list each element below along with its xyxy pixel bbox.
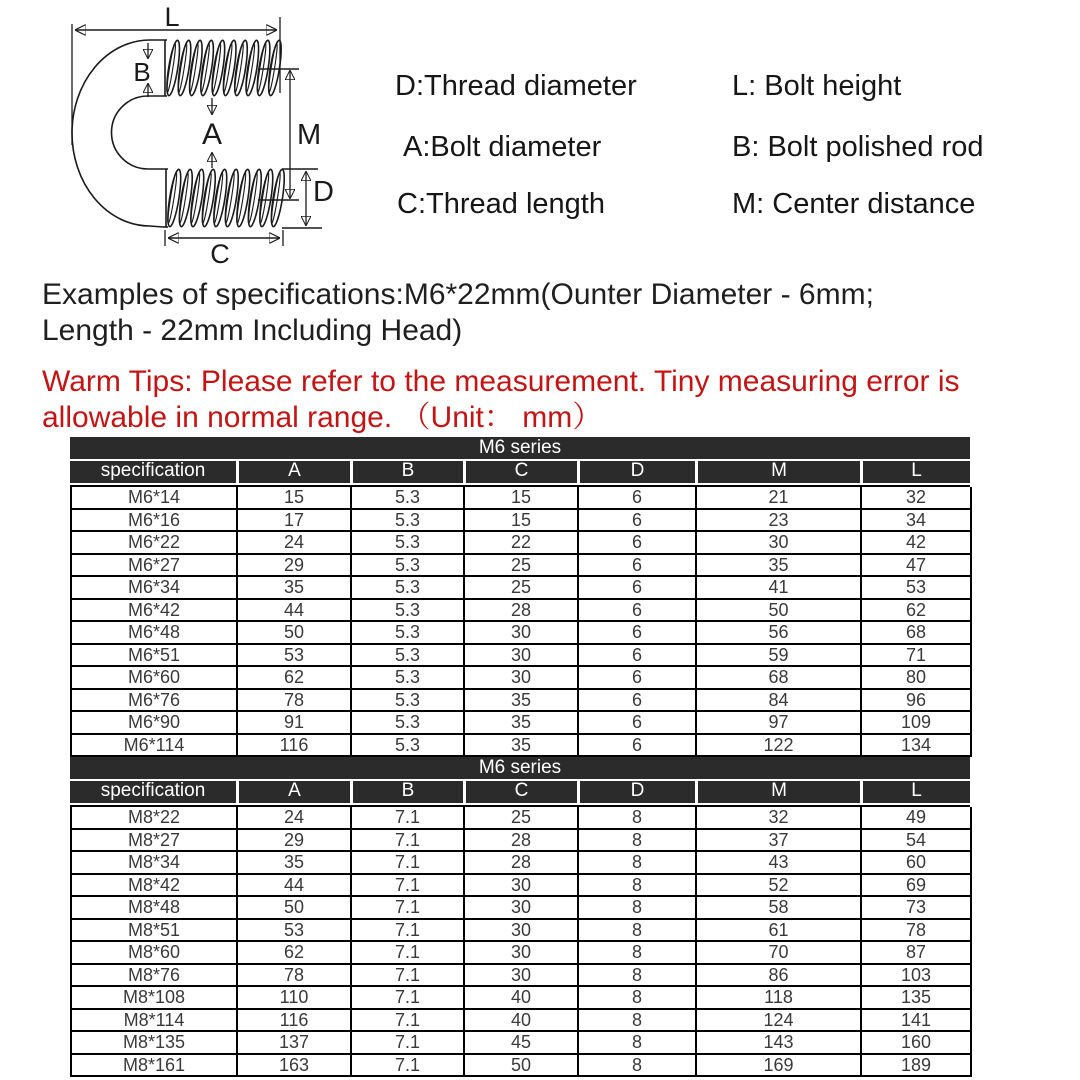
spec-cell: M6*27 <box>72 555 238 578</box>
value-cell: 7.1 <box>352 920 465 943</box>
value-cell: 8 <box>579 807 697 830</box>
value-cell: 7.1 <box>352 830 465 853</box>
spec-cell: M8*27 <box>72 830 238 853</box>
spec-cell: M8*108 <box>72 987 238 1010</box>
value-cell: 43 <box>697 852 862 875</box>
value-cell: 169 <box>697 1055 862 1078</box>
column-header: C <box>463 781 577 805</box>
u-bend-inner-arc <box>111 96 148 169</box>
value-cell: 6 <box>579 712 697 735</box>
value-cell: 5.3 <box>352 667 465 690</box>
spec-cell: M6*16 <box>72 510 238 533</box>
value-cell: 97 <box>697 712 862 735</box>
value-cell: 28 <box>465 830 579 853</box>
table-body <box>70 485 970 757</box>
warm-tips-text <box>42 364 960 436</box>
value-cell: 8 <box>579 1010 697 1033</box>
value-cell: 8 <box>579 965 697 988</box>
value-cell: 7.1 <box>352 875 465 898</box>
value-cell: 50 <box>697 600 862 623</box>
value-cell: 25 <box>465 577 579 600</box>
value-cell: 78 <box>238 690 352 713</box>
legend-thread-diameter: D:Thread diameter <box>395 70 637 102</box>
value-cell: 84 <box>697 690 862 713</box>
value-cell: 124 <box>697 1010 862 1033</box>
column-header: B <box>350 461 463 485</box>
value-cell: 61 <box>697 920 862 943</box>
value-cell: 32 <box>862 487 972 510</box>
value-cell: 49 <box>862 807 972 830</box>
value-cell: 103 <box>862 965 972 988</box>
legend-center-distance: M: Center distance <box>732 188 976 220</box>
value-cell: 7.1 <box>352 965 465 988</box>
dim-label-m: M <box>297 119 322 151</box>
value-cell: 6 <box>579 487 697 510</box>
value-cell: 59 <box>697 645 862 668</box>
table-header-row <box>70 461 970 485</box>
value-cell: 87 <box>862 942 972 965</box>
value-cell: 109 <box>862 712 972 735</box>
value-cell: 7.1 <box>352 1032 465 1055</box>
value-cell: 25 <box>465 807 579 830</box>
column-header: L <box>860 461 970 485</box>
value-cell: 21 <box>697 487 862 510</box>
spec-cell: M8*42 <box>72 875 238 898</box>
value-cell: 28 <box>465 852 579 875</box>
value-cell: 24 <box>238 532 352 555</box>
value-cell: 78 <box>238 965 352 988</box>
value-cell: 6 <box>579 690 697 713</box>
value-cell: 5.3 <box>352 532 465 555</box>
spec-cell: M6*51 <box>72 645 238 668</box>
spec-cell: M6*90 <box>72 712 238 735</box>
value-cell: 7.1 <box>352 942 465 965</box>
column-header: B <box>350 781 463 805</box>
value-cell: 30 <box>465 897 579 920</box>
value-cell: 86 <box>697 965 862 988</box>
spec-cell: M8*34 <box>72 852 238 875</box>
value-cell: 50 <box>238 622 352 645</box>
value-cell: 60 <box>862 852 972 875</box>
value-cell: 8 <box>579 875 697 898</box>
spec-cell: M6*76 <box>72 690 238 713</box>
value-cell: 5.3 <box>352 555 465 578</box>
value-cell: 5.3 <box>352 577 465 600</box>
bottom-thread-section <box>165 169 287 228</box>
value-cell: 30 <box>465 645 579 668</box>
value-cell: 8 <box>579 897 697 920</box>
spec-cell: M6*114 <box>72 735 238 758</box>
value-cell: 6 <box>579 510 697 533</box>
table-title: M6 series <box>70 757 970 779</box>
value-cell: 73 <box>862 897 972 920</box>
value-cell: 7.1 <box>352 987 465 1010</box>
value-cell: 8 <box>579 920 697 943</box>
column-header: D <box>577 781 695 805</box>
value-cell: 35 <box>697 555 862 578</box>
value-cell: 69 <box>862 875 972 898</box>
value-cell: 5.3 <box>352 645 465 668</box>
value-cell: 50 <box>465 1055 579 1078</box>
value-cell: 15 <box>465 510 579 533</box>
value-cell: 6 <box>579 600 697 623</box>
value-cell: 58 <box>697 897 862 920</box>
spec-table-m6 <box>70 437 970 757</box>
value-cell: 35 <box>465 690 579 713</box>
value-cell: 50 <box>238 897 352 920</box>
value-cell: 160 <box>862 1032 972 1055</box>
value-cell: 35 <box>465 735 579 758</box>
dim-label-b: B <box>133 57 151 87</box>
value-cell: 62 <box>862 600 972 623</box>
value-cell: 35 <box>465 712 579 735</box>
value-cell: 137 <box>238 1032 352 1055</box>
value-cell: 28 <box>465 600 579 623</box>
value-cell: 5.3 <box>352 600 465 623</box>
value-cell: 25 <box>465 555 579 578</box>
value-cell: 53 <box>862 577 972 600</box>
value-cell: 6 <box>579 555 697 578</box>
spec-example-line2: Length - 22mm Including Head) <box>42 314 463 347</box>
value-cell: 8 <box>579 852 697 875</box>
spec-cell: M8*114 <box>72 1010 238 1033</box>
warm-tips-line2: allowable in normal range. （Unit： mm） <box>42 401 603 434</box>
legend-bolt-diameter: A:Bolt diameter <box>403 131 602 163</box>
value-cell: 30 <box>465 667 579 690</box>
value-cell: 47 <box>862 555 972 578</box>
value-cell: 7.1 <box>352 897 465 920</box>
value-cell: 30 <box>465 920 579 943</box>
legend-thread-length: C:Thread length <box>397 188 605 220</box>
value-cell: 53 <box>238 920 352 943</box>
spec-cell: M6*48 <box>72 622 238 645</box>
value-cell: 30 <box>465 965 579 988</box>
spec-cell: M8*48 <box>72 897 238 920</box>
column-header: D <box>577 461 695 485</box>
top-thread-section <box>164 40 283 97</box>
value-cell: 24 <box>238 807 352 830</box>
value-cell: 5.3 <box>352 487 465 510</box>
column-header: specification <box>70 461 236 485</box>
dim-label-l: L <box>164 5 180 32</box>
value-cell: 91 <box>238 712 352 735</box>
value-cell: 17 <box>238 510 352 533</box>
spec-tables <box>70 437 970 1077</box>
value-cell: 122 <box>697 735 862 758</box>
value-cell: 30 <box>697 532 862 555</box>
value-cell: 189 <box>862 1055 972 1078</box>
value-cell: 62 <box>238 942 352 965</box>
value-cell: 40 <box>465 1010 579 1033</box>
value-cell: 68 <box>862 622 972 645</box>
dim-label-a: A <box>201 118 223 151</box>
column-header: A <box>236 461 350 485</box>
value-cell: 37 <box>697 830 862 853</box>
value-cell: 23 <box>697 510 862 533</box>
value-cell: 7.1 <box>352 1055 465 1078</box>
value-cell: 116 <box>238 735 352 758</box>
value-cell: 7.1 <box>352 1010 465 1033</box>
value-cell: 34 <box>862 510 972 533</box>
spec-cell: M8*60 <box>72 942 238 965</box>
value-cell: 141 <box>862 1010 972 1033</box>
value-cell: 35 <box>238 577 352 600</box>
value-cell: 30 <box>465 942 579 965</box>
value-cell: 80 <box>862 667 972 690</box>
value-cell: 29 <box>238 830 352 853</box>
value-cell: 8 <box>579 987 697 1010</box>
spec-table-m8 <box>70 757 970 1077</box>
value-cell: 143 <box>697 1032 862 1055</box>
column-header: A <box>236 781 350 805</box>
value-cell: 8 <box>579 1032 697 1055</box>
value-cell: 44 <box>238 600 352 623</box>
value-cell: 6 <box>579 622 697 645</box>
column-header: C <box>463 461 577 485</box>
spec-cell: M8*135 <box>72 1032 238 1055</box>
column-header: M <box>695 781 860 805</box>
value-cell: 35 <box>238 852 352 875</box>
value-cell: 30 <box>465 622 579 645</box>
legend-polished-rod: B: Bolt polished rod <box>732 131 984 163</box>
value-cell: 118 <box>697 987 862 1010</box>
value-cell: 7.1 <box>352 852 465 875</box>
warm-tips-line1: Warm Tips: Please refer to the measurement. Tiny measuring error is <box>42 365 960 398</box>
value-cell: 96 <box>862 690 972 713</box>
value-cell: 42 <box>862 532 972 555</box>
value-cell: 62 <box>238 667 352 690</box>
value-cell: 135 <box>862 987 972 1010</box>
value-cell: 30 <box>465 875 579 898</box>
value-cell: 53 <box>238 645 352 668</box>
value-cell: 7.1 <box>352 807 465 830</box>
value-cell: 5.3 <box>352 712 465 735</box>
value-cell: 70 <box>697 942 862 965</box>
value-cell: 15 <box>238 487 352 510</box>
value-cell: 32 <box>697 807 862 830</box>
value-cell: 8 <box>579 942 697 965</box>
spec-cell: M8*22 <box>72 807 238 830</box>
value-cell: 56 <box>697 622 862 645</box>
value-cell: 6 <box>579 532 697 555</box>
value-cell: 40 <box>465 987 579 1010</box>
value-cell: 5.3 <box>352 622 465 645</box>
spec-cell: M6*22 <box>72 532 238 555</box>
value-cell: 45 <box>465 1032 579 1055</box>
value-cell: 6 <box>579 667 697 690</box>
value-cell: 22 <box>465 532 579 555</box>
value-cell: 134 <box>862 735 972 758</box>
value-cell: 41 <box>697 577 862 600</box>
column-header: L <box>860 781 970 805</box>
legend-bolt-height: L: Bolt height <box>732 70 902 102</box>
value-cell: 8 <box>579 830 697 853</box>
column-header: M <box>695 461 860 485</box>
spec-cell: M8*51 <box>72 920 238 943</box>
dim-label-d: D <box>313 176 334 208</box>
value-cell: 52 <box>697 875 862 898</box>
spec-cell: M6*34 <box>72 577 238 600</box>
spec-cell: M6*60 <box>72 667 238 690</box>
value-cell: 5.3 <box>352 690 465 713</box>
value-cell: 15 <box>465 487 579 510</box>
value-cell: 6 <box>579 577 697 600</box>
value-cell: 116 <box>238 1010 352 1033</box>
value-cell: 110 <box>238 987 352 1010</box>
value-cell: 54 <box>862 830 972 853</box>
table-header-row <box>70 781 970 805</box>
value-cell: 6 <box>579 735 697 758</box>
value-cell: 8 <box>579 1055 697 1078</box>
u-bolt-diagram <box>50 5 345 273</box>
table-title: M6 series <box>70 437 970 459</box>
table-body <box>70 805 970 1077</box>
spec-cell: M8*76 <box>72 965 238 988</box>
spec-cell: M6*42 <box>72 600 238 623</box>
spec-example-line1: Examples of specifications:M6*22mm(Ounter Diameter - 6mm; <box>42 278 874 311</box>
value-cell: 71 <box>862 645 972 668</box>
value-cell: 68 <box>697 667 862 690</box>
dim-label-c: C <box>210 239 230 269</box>
column-header: specification <box>70 781 236 805</box>
spec-example-text <box>42 277 874 349</box>
value-cell: 163 <box>238 1055 352 1078</box>
value-cell: 5.3 <box>352 735 465 758</box>
value-cell: 29 <box>238 555 352 578</box>
spec-cell: M6*14 <box>72 487 238 510</box>
value-cell: 44 <box>238 875 352 898</box>
value-cell: 6 <box>579 645 697 668</box>
value-cell: 78 <box>862 920 972 943</box>
spec-cell: M8*161 <box>72 1055 238 1078</box>
value-cell: 5.3 <box>352 510 465 533</box>
